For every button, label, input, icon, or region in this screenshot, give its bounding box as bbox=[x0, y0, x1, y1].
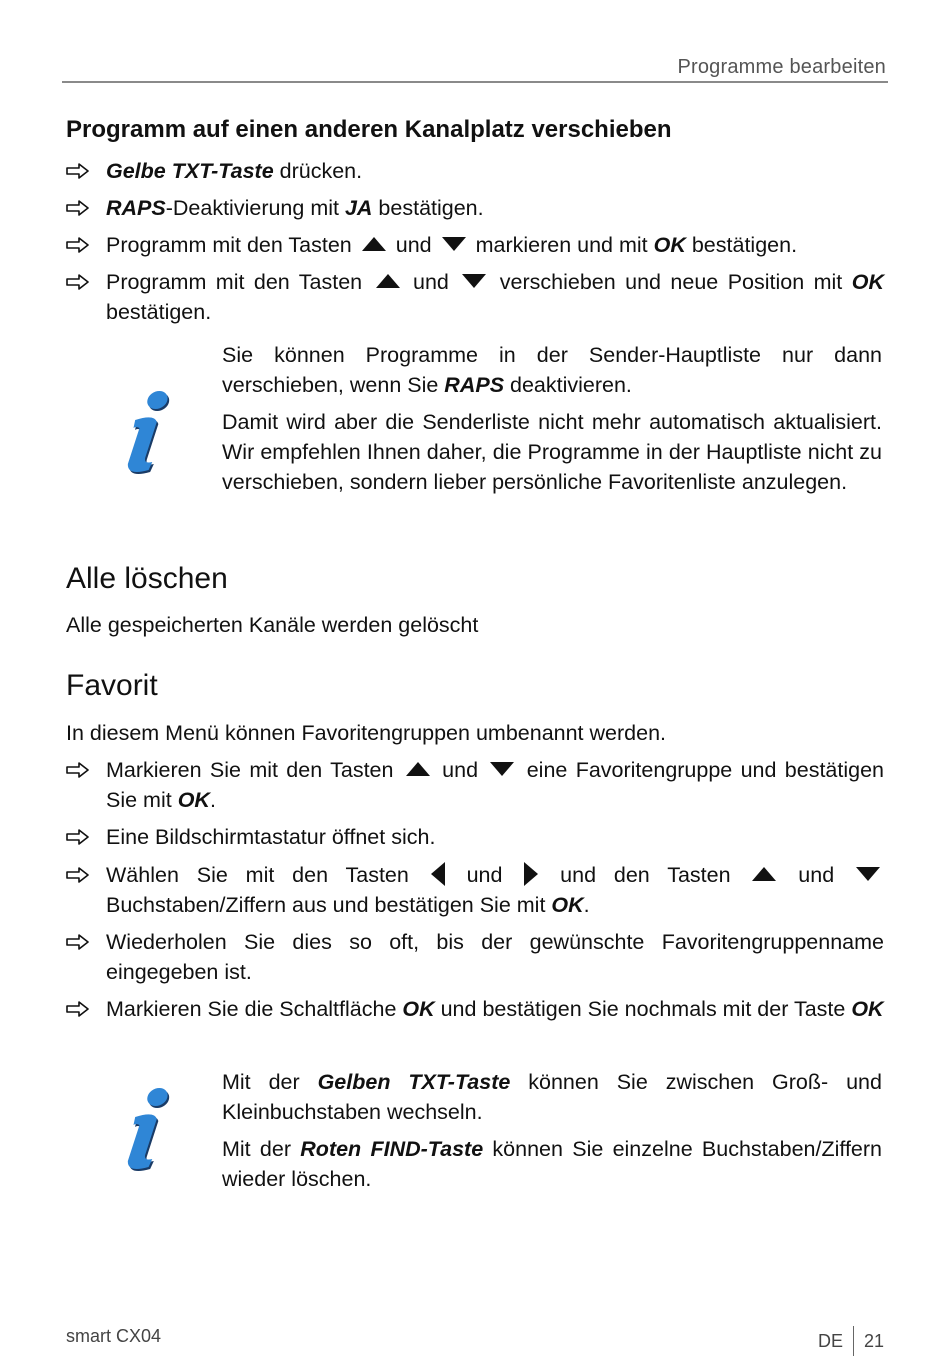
step-text: verschieben und neue Position mit bbox=[499, 270, 843, 294]
footer-model: smart CX04 bbox=[66, 1326, 162, 1346]
step-text: Wiederholen Sie dies so oft, bis der gewünschte Favoritengruppenname eingegeben ist. bbox=[106, 930, 884, 984]
up-arrow-key-icon bbox=[376, 274, 400, 288]
step-bold: OK bbox=[851, 270, 884, 294]
section-heading-delete-all: Alle löschen bbox=[66, 562, 228, 595]
down-arrow-key-icon bbox=[490, 762, 514, 776]
arrow-right-icon bbox=[66, 1001, 90, 1017]
info-icon bbox=[118, 1085, 178, 1175]
note-text: können Sie einzelne Buchstaben/Ziffern wieder löschen. bbox=[222, 1137, 883, 1191]
up-arrow-key-icon bbox=[752, 867, 776, 881]
step-bold: OK bbox=[653, 233, 686, 257]
step-text: bestätigen. bbox=[372, 196, 484, 220]
step-item bbox=[66, 860, 884, 920]
step-text: . bbox=[209, 788, 216, 812]
arrow-right-icon bbox=[66, 867, 90, 883]
note-text: Sie können Programme in der Sender-Hauptliste nur dann verschieben, wenn Sie bbox=[222, 343, 882, 397]
down-arrow-key-icon bbox=[462, 274, 486, 288]
arrow-right-icon bbox=[66, 200, 90, 216]
step-text: drücken. bbox=[273, 159, 363, 183]
step-bold: JA bbox=[344, 196, 373, 220]
info-icon bbox=[118, 388, 178, 478]
arrow-right-icon bbox=[66, 934, 90, 950]
step-text: Markieren Sie die Schaltfläche bbox=[106, 997, 403, 1021]
step-item bbox=[66, 156, 884, 186]
section-heading-favorite: Favorit bbox=[66, 669, 158, 702]
step-item bbox=[66, 994, 884, 1024]
note-text: Mit der bbox=[222, 1070, 318, 1094]
step-text: und den Tasten bbox=[560, 863, 731, 887]
step-text: und bbox=[413, 270, 449, 294]
step-text: und bbox=[466, 863, 503, 887]
footer-language: DE bbox=[817, 1330, 843, 1351]
info-note bbox=[222, 340, 882, 504]
footer-divider bbox=[853, 1326, 854, 1356]
step-text: eine Favoritengruppe und bestätigen Sie mit bbox=[106, 758, 885, 812]
step-bold: OK bbox=[551, 893, 584, 917]
step-text: Markieren Sie mit den Tasten bbox=[106, 758, 394, 782]
step-text: bestätigen. bbox=[106, 300, 212, 324]
right-arrow-key-icon bbox=[524, 862, 538, 886]
step-item bbox=[66, 822, 884, 852]
step-text: . bbox=[583, 893, 590, 917]
note-text: deaktivieren. bbox=[504, 373, 632, 397]
step-bold: RAPS bbox=[106, 196, 166, 220]
note-bold: RAPS bbox=[444, 373, 505, 397]
header-divider bbox=[62, 81, 888, 83]
step-item bbox=[66, 755, 884, 815]
step-bold: OK bbox=[402, 997, 435, 1021]
step-text: -Deaktivierung mit bbox=[165, 196, 345, 220]
arrow-right-icon bbox=[66, 274, 90, 290]
step-item bbox=[66, 927, 884, 987]
step-item bbox=[66, 193, 884, 223]
footer-page-number: 21 bbox=[863, 1330, 884, 1351]
section-text: Alle gespeicherten Kanäle werden gelöscht bbox=[66, 613, 479, 637]
step-text: und bbox=[395, 233, 432, 257]
down-arrow-key-icon bbox=[856, 867, 880, 881]
running-header: Programme bearbeiten bbox=[677, 56, 886, 78]
left-arrow-key-icon bbox=[431, 862, 445, 886]
note-text: Mit der bbox=[222, 1137, 301, 1161]
note-text: können Sie zwischen Groß- und Kleinbuchstaben wechseln. bbox=[222, 1070, 882, 1124]
footer-page-info bbox=[818, 1326, 884, 1356]
step-text: und bbox=[442, 758, 479, 782]
step-bold: OK bbox=[851, 997, 884, 1021]
step-text: und bestätigen Sie nochmals mit der Taste bbox=[434, 997, 852, 1021]
info-note bbox=[222, 1067, 882, 1201]
step-item bbox=[66, 230, 884, 260]
up-arrow-key-icon bbox=[362, 237, 386, 251]
step-item bbox=[66, 267, 884, 327]
note-text: Damit wird aber die Senderliste nicht mehr automatisch aktualisiert. Wir empfehlen Ihnen daher, die Programme in der Hauptliste nicht zu verschieben, sondern lieber persönliche Favoritenliste anzulegen. bbox=[222, 410, 882, 494]
up-arrow-key-icon bbox=[406, 762, 430, 776]
step-text: bestätigen. bbox=[685, 233, 798, 257]
arrow-right-icon bbox=[66, 829, 90, 845]
step-text: Eine Bildschirmtastatur öffnet sich. bbox=[106, 825, 436, 849]
down-arrow-key-icon bbox=[442, 237, 466, 251]
step-text: Programm mit den Tasten bbox=[106, 270, 363, 294]
note-bold: Gelben TXT-Taste bbox=[317, 1070, 511, 1094]
arrow-right-icon bbox=[66, 163, 90, 179]
section-intro: In diesem Menü können Favoritengruppen umbenannt werden. bbox=[66, 721, 666, 745]
step-text: Buchstaben/Ziffern aus und bestätigen Sie mit bbox=[106, 893, 552, 917]
arrow-right-icon bbox=[66, 762, 90, 778]
step-bold: Gelbe TXT-Taste bbox=[106, 159, 274, 183]
step-text: Wählen Sie mit den Tasten bbox=[106, 863, 409, 887]
step-text: Programm mit den Tasten bbox=[106, 233, 352, 257]
step-text: und bbox=[798, 863, 835, 887]
step-text: markieren und mit bbox=[475, 233, 654, 257]
step-bold: OK bbox=[177, 788, 210, 812]
note-bold: Roten FIND-Taste bbox=[300, 1137, 484, 1161]
section-heading-move-program: Programm auf einen anderen Kanalplatz verschieben bbox=[66, 116, 672, 143]
arrow-right-icon bbox=[66, 237, 90, 253]
